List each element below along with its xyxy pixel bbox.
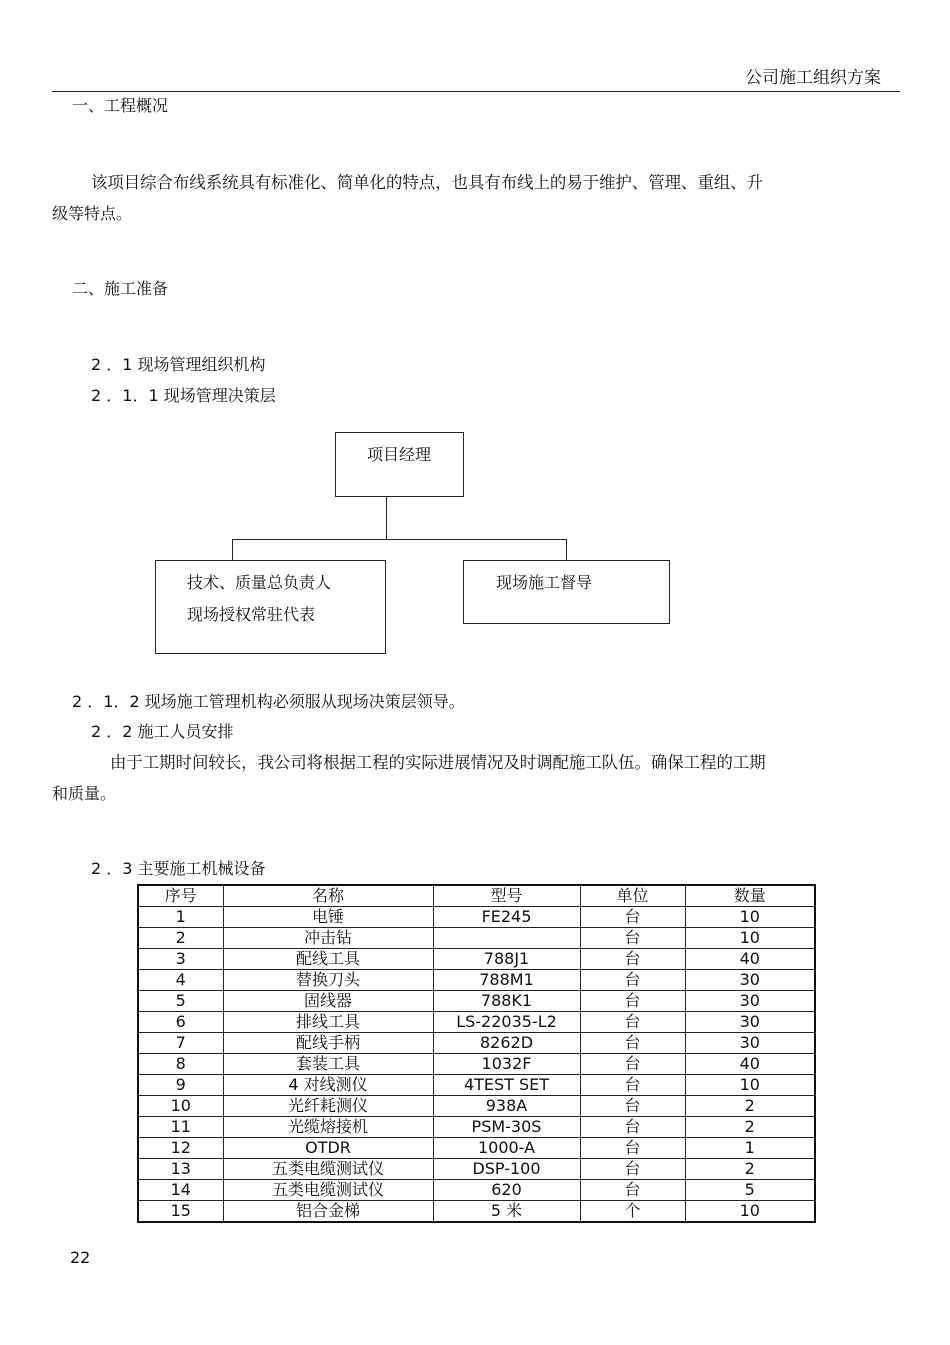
section2-paragraph-line2: 和质量。 [52, 784, 117, 803]
table-row [138, 949, 815, 970]
table-row [138, 1096, 815, 1117]
table-row [138, 1012, 815, 1033]
org-box-tech-quality-lead [155, 560, 386, 654]
column-header-index: 序号 [138, 885, 223, 907]
column-header-model: 型号 [433, 885, 580, 907]
cell-unit: 台 [580, 1096, 685, 1117]
cell-unit: 台 [580, 1033, 685, 1054]
subsection-2-3: 2 ．3 主要施工机械设备 [91, 859, 266, 878]
cell-index: 1 [138, 907, 223, 928]
cell-quantity: 2 [685, 1096, 815, 1117]
cell-quantity: 5 [685, 1180, 815, 1201]
column-header-quantity: 数量 [685, 885, 815, 907]
column-header-unit: 单位 [580, 885, 685, 907]
org-box-project-manager [335, 432, 464, 497]
cell-quantity: 1 [685, 1138, 815, 1159]
subsection-2-1: 2 ．1 现场管理组织机构 [91, 355, 266, 374]
table-row [138, 991, 815, 1012]
cell-model: 938A [433, 1096, 580, 1117]
cell-name: 配线工具 [223, 949, 433, 970]
cell-model: PSM-30S [433, 1117, 580, 1138]
cell-model: 5 米 [433, 1201, 580, 1223]
header-divider [52, 91, 900, 92]
equipment-table [137, 884, 816, 1223]
cell-unit: 台 [580, 1138, 685, 1159]
cell-quantity: 40 [685, 949, 815, 970]
subsection-2-1-1: 2 ．1．1 现场管理决策层 [91, 386, 276, 405]
cell-unit: 个 [580, 1201, 685, 1223]
cell-model: 620 [433, 1180, 580, 1201]
cell-name: 电锤 [223, 907, 433, 928]
cell-index: 11 [138, 1117, 223, 1138]
cell-quantity: 30 [685, 1012, 815, 1033]
org-connector-horizontal [232, 539, 567, 540]
table-row [138, 970, 815, 991]
column-header-name: 名称 [223, 885, 433, 907]
cell-quantity: 30 [685, 1033, 815, 1054]
table-row [138, 1054, 815, 1075]
cell-model: 4TEST SET [433, 1075, 580, 1096]
cell-model: LS-22035-L2 [433, 1012, 580, 1033]
cell-index: 2 [138, 928, 223, 949]
cell-name: 五类电缆测试仪 [223, 1180, 433, 1201]
section2-paragraph-line1: 由于工期时间较长，我公司将根据工程的实际进展情况及时调配施工队伍。确保工程的工期 [110, 753, 766, 772]
cell-unit: 台 [580, 1180, 685, 1201]
cell-model: FE245 [433, 907, 580, 928]
cell-name: 铝合金梯 [223, 1201, 433, 1223]
org-connector-vertical [386, 497, 387, 539]
cell-unit: 台 [580, 928, 685, 949]
table-row [138, 928, 815, 949]
cell-model [433, 928, 580, 949]
cell-index: 12 [138, 1138, 223, 1159]
cell-model: 788K1 [433, 991, 580, 1012]
table-row [138, 1117, 815, 1138]
cell-name: 套装工具 [223, 1054, 433, 1075]
cell-quantity: 2 [685, 1117, 815, 1138]
cell-name: 五类电缆测试仪 [223, 1159, 433, 1180]
section1-heading: 一、工程概况 [72, 96, 169, 115]
table-row [138, 1201, 815, 1223]
cell-index: 13 [138, 1159, 223, 1180]
table-row [138, 1180, 815, 1201]
cell-index: 5 [138, 991, 223, 1012]
section1-paragraph-line2: 级等特点。 [52, 204, 133, 223]
subsection-2-1-2: 2 ．1．2 现场施工管理机构必须服从现场决策层领导。 [72, 692, 465, 711]
cell-unit: 台 [580, 1054, 685, 1075]
cell-model: 788J1 [433, 949, 580, 970]
header-title: 公司施工组织方案 [745, 68, 881, 88]
cell-index: 3 [138, 949, 223, 970]
table-row [138, 1033, 815, 1054]
org-label-onsite-representative: 现场授权常驻代表 [187, 605, 316, 624]
section1-paragraph-line1: 该项目综合布线系统具有标准化、简单化的特点，也具有布线上的易于维护、管理、重组、升 [91, 173, 764, 192]
cell-model: 1032F [433, 1054, 580, 1075]
cell-quantity: 10 [685, 1201, 815, 1223]
cell-model: 8262D [433, 1033, 580, 1054]
cell-unit: 台 [580, 907, 685, 928]
section2-heading: 二、施工准备 [72, 279, 169, 298]
cell-name: 固线器 [223, 991, 433, 1012]
cell-name: 4 对线测仪 [223, 1075, 433, 1096]
cell-quantity: 2 [685, 1159, 815, 1180]
page-number: 22 [70, 1248, 91, 1267]
table-row [138, 1159, 815, 1180]
org-connector-left-drop [232, 539, 233, 560]
cell-name: 配线手柄 [223, 1033, 433, 1054]
cell-quantity: 10 [685, 1075, 815, 1096]
cell-unit: 台 [580, 970, 685, 991]
cell-index: 7 [138, 1033, 223, 1054]
cell-name: 光纤耗测仪 [223, 1096, 433, 1117]
cell-index: 6 [138, 1012, 223, 1033]
cell-index: 10 [138, 1096, 223, 1117]
cell-model: 788M1 [433, 970, 580, 991]
cell-index: 9 [138, 1075, 223, 1096]
cell-unit: 台 [580, 1159, 685, 1180]
cell-quantity: 10 [685, 928, 815, 949]
cell-quantity: 30 [685, 991, 815, 1012]
cell-index: 15 [138, 1201, 223, 1223]
table-row [138, 907, 815, 928]
subsection-2-2: 2 ．2 施工人员安排 [91, 722, 234, 741]
cell-unit: 台 [580, 1075, 685, 1096]
org-label-site-supervisor: 现场施工督导 [496, 573, 593, 592]
cell-name: 排线工具 [223, 1012, 433, 1033]
org-label-project-manager: 项目经理 [367, 445, 432, 464]
cell-name: OTDR [223, 1138, 433, 1159]
table-header-row [138, 885, 815, 907]
cell-quantity: 40 [685, 1054, 815, 1075]
cell-name: 光缆熔接机 [223, 1117, 433, 1138]
org-label-tech-quality-lead: 技术、质量总负责人 [187, 573, 332, 592]
cell-unit: 台 [580, 949, 685, 970]
cell-name: 冲击钻 [223, 928, 433, 949]
cell-index: 4 [138, 970, 223, 991]
cell-quantity: 10 [685, 907, 815, 928]
cell-unit: 台 [580, 1012, 685, 1033]
cell-unit: 台 [580, 991, 685, 1012]
cell-unit: 台 [580, 1117, 685, 1138]
table-row [138, 1138, 815, 1159]
cell-model: DSP-100 [433, 1159, 580, 1180]
org-connector-right-drop [566, 539, 567, 560]
cell-name: 替换刀头 [223, 970, 433, 991]
cell-quantity: 30 [685, 970, 815, 991]
org-box-site-supervisor [463, 560, 670, 624]
cell-index: 14 [138, 1180, 223, 1201]
table-row [138, 1075, 815, 1096]
cell-model: 1000-A [433, 1138, 580, 1159]
cell-index: 8 [138, 1054, 223, 1075]
